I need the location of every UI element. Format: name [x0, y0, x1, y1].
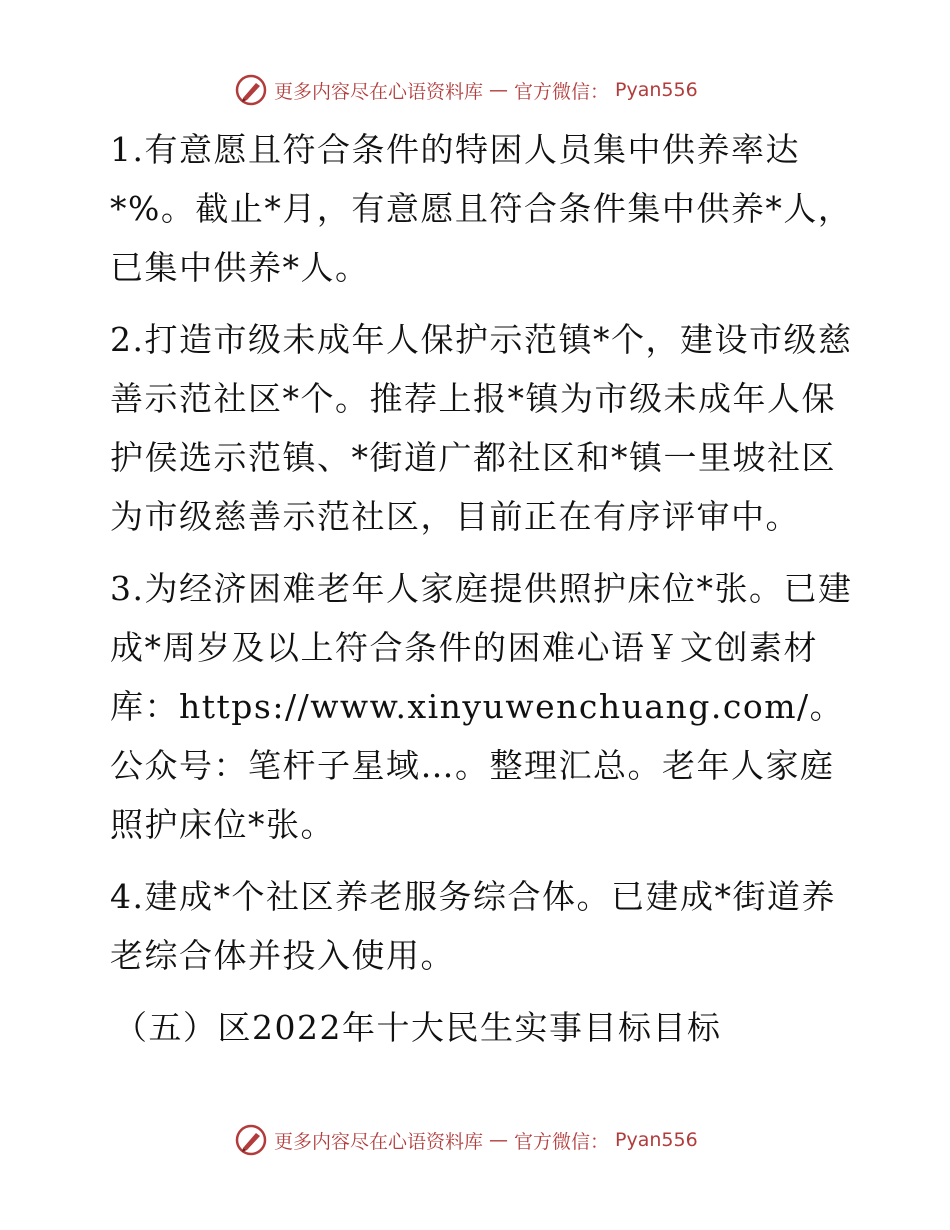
paragraph-2: 2.打造市级未成年人保护示范镇*个，建设市级慈善示范社区*个。推荐上报*镇为市级未成年人保护侯选示范镇、*街道广都社区和*镇一里坡社区为市级慈善示范社区，目前正在有序评审中。 — [110, 320, 853, 536]
watermark-wechat-id: Pyan556 — [615, 1129, 698, 1151]
watermark-wechat-id: Pyan556 — [615, 79, 698, 101]
document-body — [96, 120, 856, 1070]
watermark-official: 官方微信： — [514, 80, 610, 103]
watermark-text: 更多内容尽在心语资料库 — [274, 1130, 484, 1153]
section-heading: （五）区2022年十大民生实事目标目标 — [114, 1008, 722, 1047]
paragraph-3: 3.为经济困难老年人家庭提供照护床位*张。已建成*周岁及以上符合条件的困难心语￥文创素材库：https://www.xinyuwenchuang.com/。公众号：笔杆子星域…。整理汇总。老年人家庭照护床位*张。 — [110, 569, 853, 844]
watermark-dash: — — [489, 1129, 509, 1151]
watermark-banner-bottom — [234, 1122, 698, 1158]
watermark-official: 官方微信： — [514, 1130, 610, 1153]
watermark-dash: — — [489, 79, 509, 101]
pen-logo-icon — [234, 73, 268, 107]
paragraph-1: 1.有意愿且符合条件的特困人员集中供养率达*%。截止*月，有意愿且符合条件集中供养*人，已集中供养*人。 — [110, 130, 853, 287]
pen-logo-icon — [234, 1123, 268, 1157]
watermark-banner-top — [234, 72, 698, 108]
watermark-text: 更多内容尽在心语资料库 — [274, 80, 484, 103]
paragraph-4: 4.建成*个社区养老服务综合体。已建成*街道养老综合体并投入使用。 — [110, 877, 836, 975]
